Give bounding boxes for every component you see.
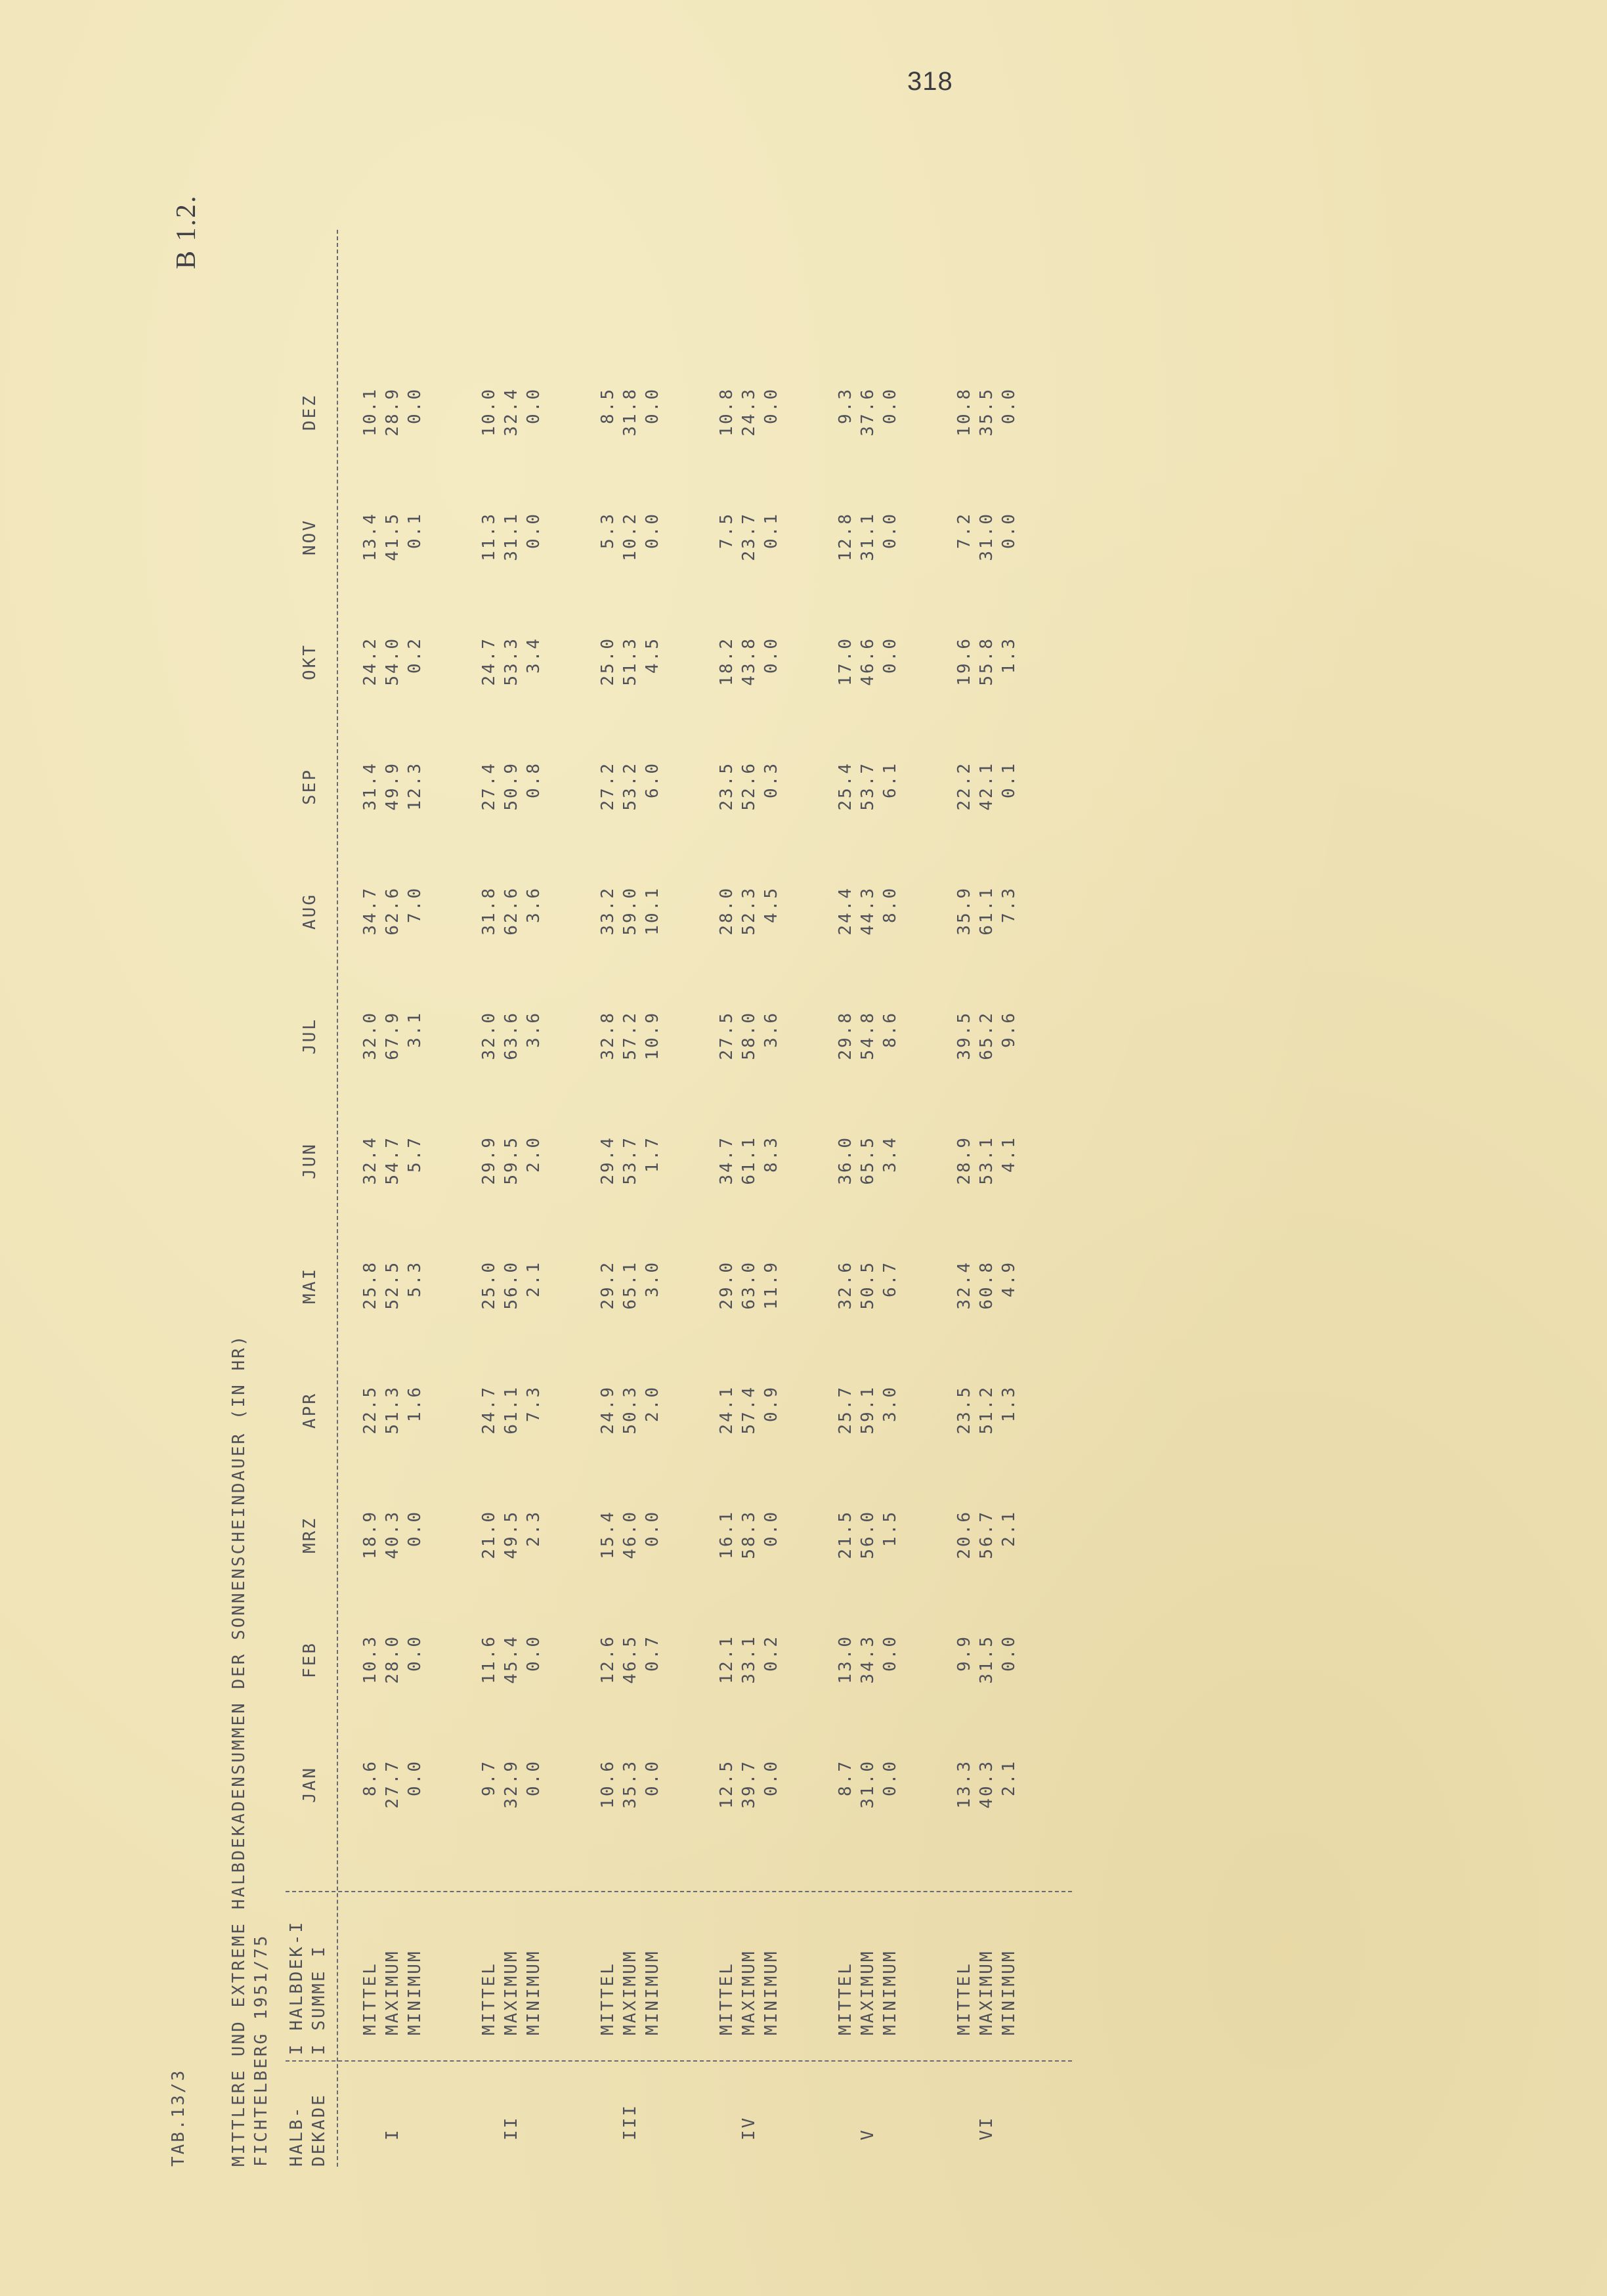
table-cell: 4.1 — [999, 1136, 1019, 1173]
table-cell: 23.5 — [954, 1385, 974, 1435]
table-cell: 0.0 — [405, 387, 425, 424]
halbdekade-label: I — [383, 2128, 402, 2140]
table-cell: 1.3 — [999, 1385, 1019, 1422]
table-cell: 63.0 — [739, 1261, 759, 1310]
table-cell: 21.5 — [836, 1510, 855, 1559]
table-cell: 53.7 — [620, 1136, 640, 1185]
table-cell: 50.5 — [858, 1261, 878, 1310]
table-cell: 34.7 — [360, 886, 380, 936]
table-cell: 55.8 — [977, 637, 996, 686]
month-header-jan: JAN — [300, 1766, 320, 1803]
month-header-mrz: MRZ — [300, 1517, 320, 1553]
table-cell: 8.3 — [761, 1136, 781, 1173]
table-cell: 0.0 — [880, 1635, 900, 1672]
stat-label: MITTEL — [598, 1962, 618, 2035]
table-cell: 11.3 — [479, 512, 499, 561]
table-cell: 6.1 — [880, 762, 900, 798]
rotated-table-sheet — [167, 197, 1086, 2167]
stat-label: MAXIMUM — [858, 1949, 878, 2035]
table-cell: 24.2 — [360, 637, 380, 686]
table-cell: 10.1 — [643, 886, 662, 936]
month-header-jun: JUN — [300, 1142, 320, 1179]
table-cell: 41.5 — [383, 512, 402, 561]
table-cell: 0.0 — [643, 1760, 662, 1796]
table-cell: 56.0 — [858, 1510, 878, 1559]
table-cell: 10.9 — [643, 1011, 662, 1060]
table-cell: 0.0 — [880, 387, 900, 424]
page-number: 318 — [907, 67, 953, 96]
table-cell: 10.6 — [598, 1760, 618, 1809]
table-cell: 0.0 — [643, 512, 662, 549]
table-cell: 24.7 — [479, 637, 499, 686]
stat-label: MAXIMUM — [977, 1949, 996, 2035]
table-cell: 0.0 — [524, 1635, 544, 1672]
month-header-okt: OKT — [300, 643, 320, 680]
table-cell: 0.0 — [761, 387, 781, 424]
table-cell: 10.0 — [479, 387, 499, 437]
table-cell: 3.1 — [405, 1011, 425, 1048]
table-cell: 0.1 — [761, 512, 781, 549]
table-cell: 7.3 — [524, 1385, 544, 1422]
table-cell: 8.0 — [880, 886, 900, 923]
table-cell: 34.7 — [717, 1136, 737, 1185]
table-title: MITTLERE UND EXTREME HALBDEKADENSUMMEN DER SONNENSCHEINDAUER (IN HR) — [229, 1333, 249, 2167]
table-cell: 0.7 — [643, 1635, 662, 1672]
header-rule — [337, 230, 338, 2167]
table-cell: 2.1 — [524, 1261, 544, 1297]
month-header-jul: JUL — [300, 1018, 320, 1054]
table-cell: 0.0 — [405, 1635, 425, 1672]
halbdekade-label: II — [502, 2115, 521, 2140]
table-cell: 10.8 — [954, 387, 974, 437]
table-cell: 32.6 — [836, 1261, 855, 1310]
table-cell: 57.2 — [620, 1011, 640, 1060]
table-cell: 50.9 — [502, 762, 521, 811]
table-cell: 13.3 — [954, 1760, 974, 1809]
table-cell: 44.3 — [858, 886, 878, 936]
table-cell: 2.1 — [999, 1510, 1019, 1547]
table-cell: 3.4 — [524, 637, 544, 674]
table-cell: 2.0 — [524, 1136, 544, 1173]
table-cell: 61.1 — [502, 1385, 521, 1435]
table-cell: 0.0 — [524, 1760, 544, 1796]
table-cell: 22.5 — [360, 1385, 380, 1435]
table-cell: 10.8 — [717, 387, 737, 437]
table-cell: 31.4 — [360, 762, 380, 811]
table-cell: 56.0 — [502, 1261, 521, 1310]
table-cell: 9.3 — [836, 387, 855, 424]
table-cell: 32.4 — [502, 387, 521, 437]
left-frame-bar — [286, 2060, 1072, 2062]
col-header-summe-1: I HALBDEK-I — [287, 1920, 307, 2055]
table-cell: 15.4 — [598, 1510, 618, 1559]
stat-label: MAXIMUM — [620, 1949, 640, 2035]
table-cell: 1.5 — [880, 1510, 900, 1547]
table-cell: 32.0 — [360, 1011, 380, 1060]
table-cell: 35.5 — [977, 387, 996, 437]
table-cell: 53.1 — [977, 1136, 996, 1185]
table-cell: 59.1 — [858, 1385, 878, 1435]
table-cell: 43.8 — [739, 637, 759, 686]
table-cell: 53.7 — [858, 762, 878, 811]
month-header-apr: APR — [300, 1392, 320, 1429]
table-cell: 49.9 — [383, 762, 402, 811]
table-cell: 51.3 — [620, 637, 640, 686]
stat-label: MITTEL — [360, 1962, 380, 2035]
table-cell: 24.3 — [739, 387, 759, 437]
table-cell: 28.9 — [383, 387, 402, 437]
table-cell: 25.0 — [598, 637, 618, 686]
table-cell: 4.5 — [643, 637, 662, 674]
stat-label: MINIMUM — [880, 1949, 900, 2035]
table-cell: 54.0 — [383, 637, 402, 686]
table-cell: 3.6 — [524, 886, 544, 923]
table-cell: 0.2 — [405, 637, 425, 674]
table-cell: 27.7 — [383, 1760, 402, 1809]
table-cell: 0.9 — [761, 1385, 781, 1422]
table-cell: 13.0 — [836, 1635, 855, 1684]
table-cell: 32.9 — [502, 1760, 521, 1809]
table-cell: 8.5 — [598, 387, 618, 424]
table-cell: 9.6 — [999, 1011, 1019, 1048]
table-cell: 32.0 — [479, 1011, 499, 1060]
table-cell: 0.0 — [880, 512, 900, 549]
table-cell: 16.1 — [717, 1510, 737, 1559]
table-cell: 2.1 — [999, 1760, 1019, 1796]
table-cell: 12.1 — [717, 1635, 737, 1684]
table-cell: 12.8 — [836, 512, 855, 561]
table-cell: 24.4 — [836, 886, 855, 936]
halbdekade-label: IV — [739, 2115, 759, 2140]
table-cell: 0.0 — [999, 512, 1019, 549]
table-cell: 57.4 — [739, 1385, 759, 1435]
month-header-nov: NOV — [300, 519, 320, 555]
halbdekade-label: VI — [977, 2115, 996, 2140]
table-cell: 0.0 — [524, 512, 544, 549]
month-header-aug: AUG — [300, 893, 320, 930]
table-cell: 53.2 — [620, 762, 640, 811]
table-cell: 31.8 — [620, 387, 640, 437]
month-header-mai: MAI — [300, 1267, 320, 1304]
table-cell: 5.7 — [405, 1136, 425, 1173]
table-cell: 39.5 — [954, 1011, 974, 1060]
table-cell: 0.0 — [761, 1510, 781, 1547]
table-cell: 3.6 — [761, 1011, 781, 1048]
table-cell: 50.3 — [620, 1385, 640, 1435]
table-cell: 28.9 — [954, 1136, 974, 1185]
table-cell: 25.8 — [360, 1261, 380, 1310]
month-header-feb: FEB — [300, 1641, 320, 1678]
table-cell: 61.1 — [739, 1136, 759, 1185]
table-cell: 0.0 — [880, 1760, 900, 1796]
table-cell: 62.6 — [502, 886, 521, 936]
stat-label: MINIMUM — [643, 1949, 662, 2035]
table-cell: 31.8 — [479, 886, 499, 936]
table-cell: 24.7 — [479, 1385, 499, 1435]
table-cell: 8.6 — [880, 1011, 900, 1048]
table-cell: 10.1 — [360, 387, 380, 437]
table-cell: 58.3 — [739, 1510, 759, 1559]
table-cell: 31.1 — [502, 512, 521, 561]
table-cell: 12.6 — [598, 1635, 618, 1684]
table-cell: 52.6 — [739, 762, 759, 811]
table-cell: 0.0 — [999, 387, 1019, 424]
table-cell: 54.8 — [858, 1011, 878, 1060]
month-header-dez: DEZ — [300, 394, 320, 431]
table-id: TAB.13/3 — [169, 2068, 188, 2167]
stat-label: MITTEL — [717, 1962, 737, 2035]
col-header-summe-2: I SUMME I — [309, 1945, 329, 2055]
table-cell: 27.2 — [598, 762, 618, 811]
table-cell: 20.6 — [954, 1510, 974, 1559]
table-cell: 6.0 — [643, 762, 662, 798]
table-cell: 46.5 — [620, 1635, 640, 1684]
table-cell: 40.3 — [977, 1760, 996, 1809]
table-cell: 60.8 — [977, 1261, 996, 1310]
table-cell: 7.3 — [999, 886, 1019, 923]
table-cell: 40.3 — [383, 1510, 402, 1559]
table-cell: 5.3 — [405, 1261, 425, 1297]
table-cell: 37.6 — [858, 387, 878, 437]
table-cell: 54.7 — [383, 1136, 402, 1185]
table-cell: 0.0 — [405, 1510, 425, 1547]
table-cell: 65.5 — [858, 1136, 878, 1185]
stat-label: MITTEL — [954, 1962, 974, 2035]
table-cell: 0.0 — [524, 387, 544, 424]
table-cell: 10.2 — [620, 512, 640, 561]
table-cell: 1.7 — [643, 1136, 662, 1173]
table-cell: 24.9 — [598, 1385, 618, 1435]
table-subtitle: FICHTELBERG 1951/75 — [251, 1934, 271, 2167]
table-cell: 0.0 — [999, 1635, 1019, 1672]
table-cell: 24.1 — [717, 1385, 737, 1435]
table-cell: 28.0 — [717, 886, 737, 936]
stat-label: MITTEL — [479, 1962, 499, 2035]
table-cell: 4.9 — [999, 1261, 1019, 1297]
table-cell: 19.6 — [954, 637, 974, 686]
table-cell: 0.1 — [999, 762, 1019, 798]
table-cell: 32.8 — [598, 1011, 618, 1060]
table-cell: 52.3 — [739, 886, 759, 936]
table-cell: 18.9 — [360, 1510, 380, 1559]
table-cell: 4.5 — [761, 886, 781, 923]
table-cell: 21.0 — [479, 1510, 499, 1559]
table-cell: 1.6 — [405, 1385, 425, 1422]
month-header-sep: SEP — [300, 768, 320, 805]
stat-label: MAXIMUM — [739, 1949, 759, 2035]
table-cell: 25.7 — [836, 1385, 855, 1435]
table-cell: 33.2 — [598, 886, 618, 936]
table-cell: 65.1 — [620, 1261, 640, 1310]
table-cell: 59.5 — [502, 1136, 521, 1185]
table-cell: 32.4 — [360, 1136, 380, 1185]
table-cell: 25.4 — [836, 762, 855, 811]
table-cell: 58.0 — [739, 1011, 759, 1060]
table-cell: 29.9 — [479, 1136, 499, 1185]
table-cell: 61.1 — [977, 886, 996, 936]
table-cell: 3.0 — [880, 1385, 900, 1422]
table-cell: 36.0 — [836, 1136, 855, 1185]
table-cell: 42.1 — [977, 762, 996, 811]
table-cell: 29.2 — [598, 1261, 618, 1310]
stat-label: MINIMUM — [524, 1949, 544, 2035]
table-cell: 0.0 — [643, 1510, 662, 1547]
table-cell: 0.8 — [524, 762, 544, 798]
table-cell: 2.0 — [643, 1385, 662, 1422]
stat-label: MAXIMUM — [502, 1949, 521, 2035]
halbdekade-label: III — [620, 2104, 640, 2140]
table-cell: 9.7 — [479, 1760, 499, 1796]
table-cell: 3.0 — [643, 1261, 662, 1297]
table-cell: 13.4 — [360, 512, 380, 561]
table-cell: 17.0 — [836, 637, 855, 686]
table-cell: 7.5 — [717, 512, 737, 549]
table-cell: 2.3 — [524, 1510, 544, 1547]
table-cell: 12.5 — [717, 1760, 737, 1809]
table-cell: 67.9 — [383, 1011, 402, 1060]
table-cell: 28.0 — [383, 1635, 402, 1684]
table-cell: 39.7 — [739, 1760, 759, 1809]
table-cell: 65.2 — [977, 1011, 996, 1060]
table-cell: 0.0 — [880, 637, 900, 674]
stat-label: MINIMUM — [405, 1949, 425, 2035]
table-cell: 5.3 — [598, 512, 618, 549]
table-cell: 29.8 — [836, 1011, 855, 1060]
table-cell: 0.0 — [761, 1760, 781, 1796]
table-cell: 3.6 — [524, 1011, 544, 1048]
table-cell: 18.2 — [717, 637, 737, 686]
table-cell: 56.7 — [977, 1510, 996, 1559]
table-cell: 29.0 — [717, 1261, 737, 1310]
table-cell: 31.0 — [858, 1760, 878, 1809]
table-cell: 27.5 — [717, 1011, 737, 1060]
table-cell: 27.4 — [479, 762, 499, 811]
table-cell: 0.3 — [761, 762, 781, 798]
table-cell: 35.3 — [620, 1760, 640, 1809]
table-cell: 0.0 — [643, 387, 662, 424]
table-cell: 0.1 — [405, 512, 425, 549]
document-code: B 1.2. — [171, 194, 202, 269]
table-cell: 6.7 — [880, 1261, 900, 1297]
table-cell: 11.6 — [479, 1635, 499, 1684]
table-cell: 7.2 — [954, 512, 974, 549]
table-cell: 8.7 — [836, 1760, 855, 1796]
table-cell: 25.0 — [479, 1261, 499, 1310]
stat-label: MITTEL — [836, 1962, 855, 2035]
table-cell: 29.4 — [598, 1136, 618, 1185]
table-cell: 3.4 — [880, 1136, 900, 1173]
table-cell: 1.3 — [999, 637, 1019, 674]
table-cell: 46.0 — [620, 1510, 640, 1559]
table-cell: 0.0 — [405, 1760, 425, 1796]
table-cell: 23.7 — [739, 512, 759, 561]
table-cell: 63.6 — [502, 1011, 521, 1060]
col-header-halbdekade-1: HALB- — [287, 2105, 307, 2167]
table-cell: 23.5 — [717, 762, 737, 811]
table-cell: 51.3 — [383, 1385, 402, 1435]
table-cell: 62.6 — [383, 886, 402, 936]
table-cell: 51.2 — [977, 1385, 996, 1435]
table-cell: 33.1 — [739, 1635, 759, 1684]
table-cell: 0.0 — [761, 637, 781, 674]
table-cell: 11.9 — [761, 1261, 781, 1310]
halbdekade-label: V — [858, 2128, 878, 2140]
table-cell: 7.0 — [405, 886, 425, 923]
table-cell: 22.2 — [954, 762, 974, 811]
table-cell: 34.3 — [858, 1635, 878, 1684]
table-cell: 46.6 — [858, 637, 878, 686]
table-cell: 45.4 — [502, 1635, 521, 1684]
summe-frame-bar — [286, 1891, 1072, 1892]
table-cell: 10.3 — [360, 1635, 380, 1684]
table-cell: 8.6 — [360, 1760, 380, 1796]
table-cell: 35.9 — [954, 886, 974, 936]
table-cell: 49.5 — [502, 1510, 521, 1559]
table-cell: 31.0 — [977, 512, 996, 561]
table-cell: 0.2 — [761, 1635, 781, 1672]
stat-label: MINIMUM — [999, 1949, 1019, 2035]
table-cell: 12.3 — [405, 762, 425, 811]
table-cell: 53.3 — [502, 637, 521, 686]
table-cell: 59.0 — [620, 886, 640, 936]
stat-label: MAXIMUM — [383, 1949, 402, 2035]
stat-label: MINIMUM — [761, 1949, 781, 2035]
table-cell: 31.1 — [858, 512, 878, 561]
table-cell: 31.5 — [977, 1635, 996, 1684]
table-cell: 9.9 — [954, 1635, 974, 1672]
col-header-halbdekade-2: DEKADE — [309, 2093, 329, 2167]
table-cell: 32.4 — [954, 1261, 974, 1310]
table-cell: 52.5 — [383, 1261, 402, 1310]
